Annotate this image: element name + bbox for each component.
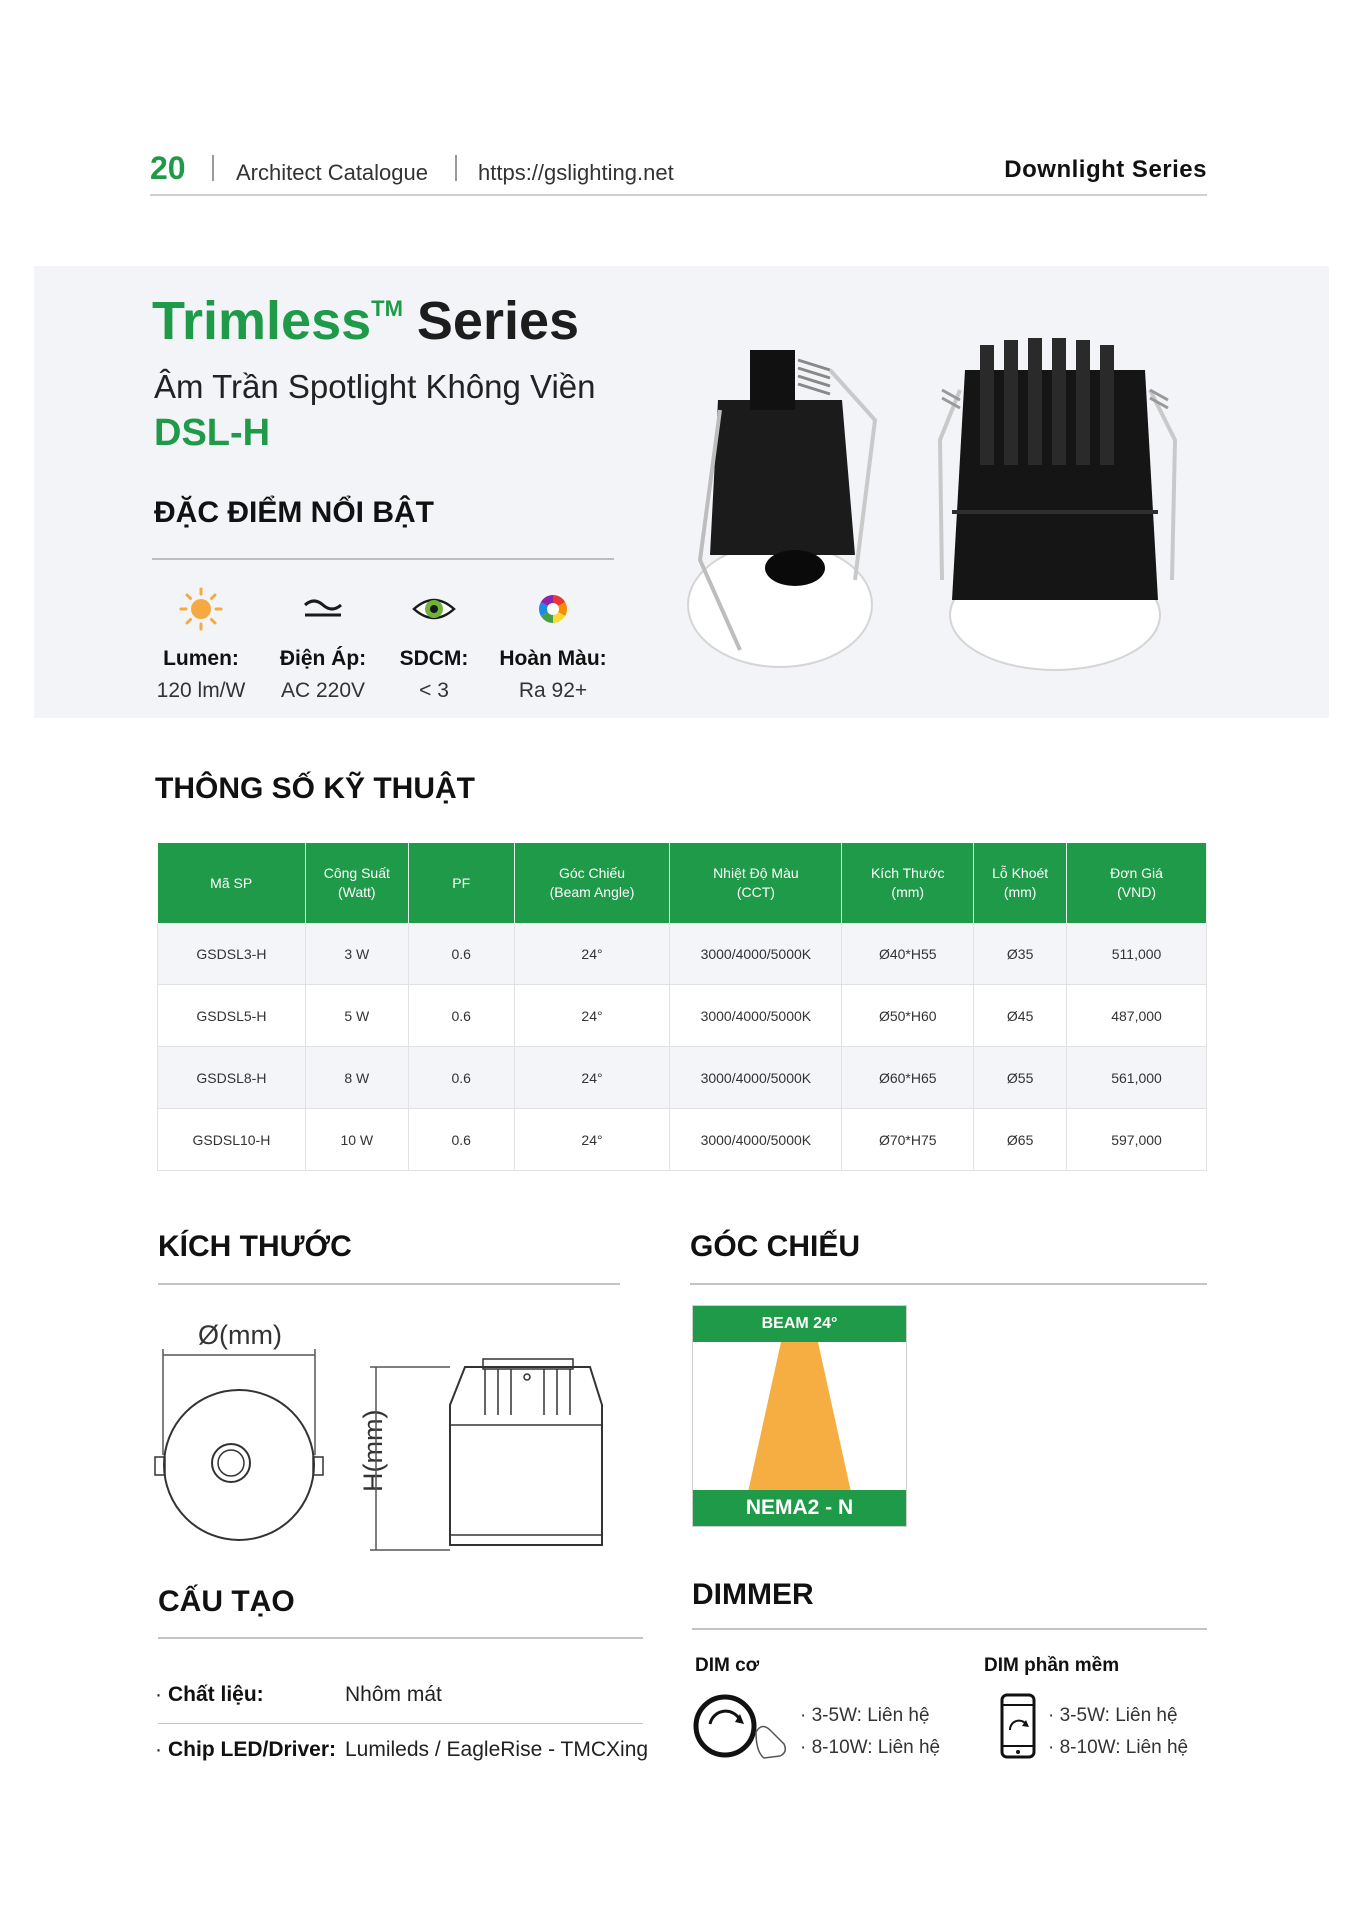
dim-mech-line: 8-10W: Liên hệ [811, 1737, 941, 1758]
cell-model: GSDSL3-H [158, 923, 306, 985]
material-row: · Chất liệu: [155, 1683, 264, 1706]
table-row [158, 923, 1207, 985]
cell-cutout: Ø45 [974, 985, 1067, 1047]
smartphone-icon [998, 1692, 1040, 1762]
col-header: Kích Thước (mm) [842, 843, 974, 923]
chip-row: · Chip LED/Driver: [155, 1738, 337, 1761]
construction-row-divider [158, 1723, 643, 1724]
cell-price: 597,000 [1067, 1109, 1207, 1171]
feature-value: 120 lm/W [156, 679, 246, 702]
cell-model: GSDSL8-H [158, 1047, 306, 1109]
cell-power: 5 W [305, 985, 408, 1047]
feature-value: AC 220V [280, 679, 366, 702]
cell-pf: 0.6 [408, 1109, 514, 1171]
feature-sdcm [374, 585, 494, 703]
product-title [152, 290, 579, 352]
product-model: DSL-H [154, 412, 271, 454]
dimension-drawing [150, 1345, 610, 1560]
beam-heading: GÓC CHIẾU [690, 1230, 861, 1263]
feature-label: Hoàn Màu: [499, 647, 607, 670]
cell-power: 10 W [305, 1109, 408, 1171]
cell-size: Ø50*H60 [842, 985, 974, 1047]
cell-beam: 24° [514, 1109, 670, 1171]
sun-icon [141, 585, 261, 633]
ac-wave-icon [263, 585, 383, 633]
header-separator [212, 155, 214, 181]
website-link[interactable]: https://gslighting.net [478, 160, 674, 185]
dim-software-title: DIM phần mềm [984, 1655, 1120, 1676]
dimensions-heading: KÍCH THƯỚC [158, 1230, 352, 1263]
dim-soft-line: 8-10W: Liên hệ [1059, 1737, 1189, 1758]
dim-mechanical-prices: · 3-5W: Liên hệ · 8-10W: Liên hệ [800, 1705, 941, 1758]
col-header: PF [408, 843, 514, 923]
cell-model: GSDSL5-H [158, 985, 306, 1047]
page-number: 20 [150, 150, 186, 186]
construction-divider [158, 1637, 643, 1639]
feature-value: Ra 92+ [518, 679, 588, 702]
dial-knob-icon [692, 1692, 792, 1762]
specs-heading: THÔNG SỐ KỸ THUẬT [155, 772, 475, 805]
dim-software-prices: · 3-5W: Liên hệ · 8-10W: Liên hệ [1048, 1705, 1189, 1758]
feature-voltage [263, 585, 383, 703]
cell-cct: 3000/4000/5000K [670, 923, 842, 985]
cell-model: GSDSL10-H [158, 1109, 306, 1171]
col-header: Lỗ Khoét (mm) [974, 843, 1067, 923]
cell-beam: 24° [514, 1047, 670, 1109]
feature-cri [493, 585, 613, 703]
cell-cutout: Ø55 [974, 1047, 1067, 1109]
dimmer-heading: DIMMER [692, 1578, 814, 1611]
product-image [680, 330, 1220, 690]
eye-icon [374, 585, 494, 633]
col-header: Đơn Giá (VND) [1067, 843, 1207, 923]
dim-soft-line: 3-5W: Liên hệ [1059, 1705, 1178, 1726]
feature-label: Điện Áp: [279, 647, 367, 670]
table-row [158, 985, 1207, 1047]
cell-size: Ø40*H55 [842, 923, 974, 985]
color-wheel-icon [493, 585, 613, 633]
dimmer-divider [692, 1628, 1207, 1630]
cell-size: Ø70*H75 [842, 1109, 974, 1171]
dim-mech-line: 3-5W: Liên hệ [811, 1705, 930, 1726]
cell-pf: 0.6 [408, 923, 514, 985]
chip-value: Lumileds / EagleRise - TMCXing [345, 1738, 649, 1761]
dimensions-divider [158, 1283, 620, 1285]
beam-label: BEAM 24° [693, 1306, 906, 1342]
cell-cutout: Ø35 [974, 923, 1067, 985]
dim-mechanical-title: DIM cơ [695, 1655, 760, 1676]
table-row [158, 1047, 1207, 1109]
feature-label: Lumen: [163, 647, 239, 670]
cell-cct: 3000/4000/5000K [670, 1109, 842, 1171]
beam-divider [690, 1283, 1207, 1285]
table-row [158, 1109, 1207, 1171]
cell-beam: 24° [514, 985, 670, 1047]
title-series: Series [416, 291, 580, 351]
beam-cone [693, 1342, 906, 1492]
cell-size: Ø60*H65 [842, 1047, 974, 1109]
spec-header-row [158, 843, 1207, 923]
title-trimless: Trimless [152, 291, 372, 351]
chip-label: Chip LED/Driver: [168, 1738, 337, 1761]
cell-pf: 0.6 [408, 1047, 514, 1109]
cell-power: 3 W [305, 923, 408, 985]
cell-price: 511,000 [1067, 923, 1207, 985]
nema-label: NEMA2 - N [693, 1490, 906, 1526]
material-value: Nhôm mát [345, 1683, 442, 1706]
features-divider [152, 558, 614, 560]
lamp-side-view [940, 338, 1175, 670]
header-separator [455, 155, 457, 181]
cell-power: 8 W [305, 1047, 408, 1109]
cell-pf: 0.6 [408, 985, 514, 1047]
series-name: Downlight Series [1004, 156, 1207, 183]
construction-heading: CẤU TẠO [158, 1585, 295, 1618]
material-label: Chất liệu: [168, 1683, 264, 1706]
cell-price: 487,000 [1067, 985, 1207, 1047]
feature-label: SDCM: [399, 647, 469, 670]
cell-cutout: Ø65 [974, 1109, 1067, 1171]
catalogue-name: Architect Catalogue [236, 160, 428, 185]
feature-value: < 3 [419, 679, 449, 702]
cell-price: 561,000 [1067, 1047, 1207, 1109]
cell-beam: 24° [514, 923, 670, 985]
cell-cct: 3000/4000/5000K [670, 985, 842, 1047]
lamp-front-view [688, 350, 875, 667]
height-label: H(mm) [358, 1409, 388, 1492]
beam-diagram [692, 1305, 907, 1527]
header-divider [150, 194, 1207, 196]
feature-lumen [141, 585, 261, 703]
features-heading: ĐẶC ĐIỂM NỔI BẬT [154, 496, 434, 529]
spec-table [157, 843, 1207, 1171]
trademark-mark: TM [371, 296, 403, 321]
col-header: Góc Chiếu (Beam Angle) [514, 843, 670, 923]
col-header: Nhiệt Độ Màu (CCT) [670, 843, 842, 923]
col-header: Công Suất (Watt) [305, 843, 408, 923]
diameter-label: Ø(mm) [198, 1320, 282, 1350]
cell-cct: 3000/4000/5000K [670, 1047, 842, 1109]
product-subtitle: Âm Trần Spotlight Không Viền [154, 368, 596, 405]
col-header: Mã SP [158, 843, 306, 923]
